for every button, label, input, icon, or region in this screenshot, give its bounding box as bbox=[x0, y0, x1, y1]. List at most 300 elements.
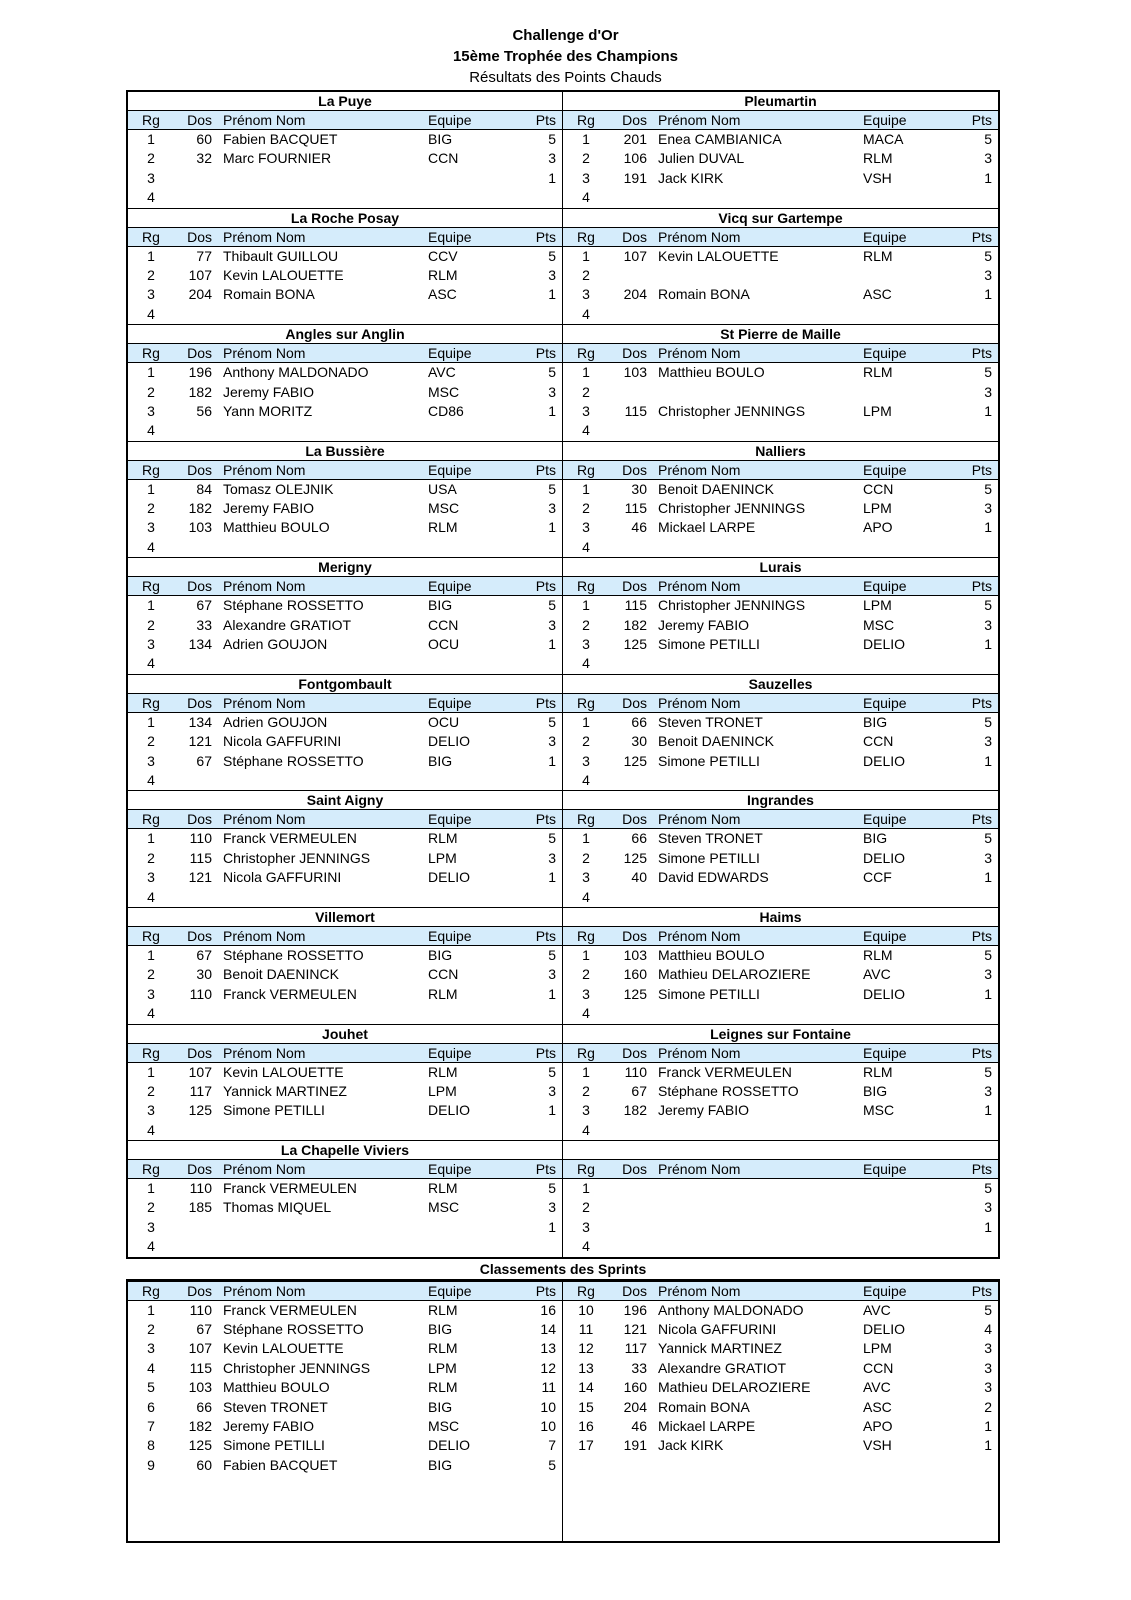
cell-dos: 182 bbox=[188, 500, 212, 517]
cell-pts: 3 bbox=[548, 266, 556, 283]
table-row bbox=[563, 713, 998, 732]
cell-name bbox=[218, 1004, 428, 1023]
cell-dos bbox=[609, 305, 653, 324]
header-dos: Dos bbox=[187, 1161, 212, 1178]
cell-equipe: DELIO bbox=[428, 733, 471, 750]
section-title: Résultats des Points Chauds bbox=[469, 69, 662, 86]
cell-name: Jeremy FABIO bbox=[658, 616, 750, 633]
cell-pts: 1 bbox=[984, 1417, 992, 1434]
cell-rg: 3 bbox=[147, 402, 155, 419]
hot-spot-block bbox=[128, 557, 562, 674]
table-row bbox=[128, 1179, 562, 1198]
cell-rg: 3 bbox=[147, 286, 155, 303]
cell-rg: 2 bbox=[582, 383, 590, 400]
table-row bbox=[128, 1320, 562, 1339]
header-equipe: Equipe bbox=[428, 345, 472, 362]
cell-pts: 5 bbox=[984, 597, 992, 614]
header-equipe: Equipe bbox=[428, 1044, 472, 1061]
cell-equipe: USA bbox=[428, 480, 457, 497]
hot-spot-place: Nalliers bbox=[755, 442, 806, 459]
cell-equipe: LPM bbox=[863, 500, 892, 517]
header-name: Prénom Nom bbox=[223, 345, 306, 362]
sprints-table bbox=[126, 1279, 1000, 1543]
table-row bbox=[128, 169, 562, 188]
cell-rg: 1 bbox=[582, 1180, 590, 1197]
cell-pts: 1 bbox=[984, 286, 992, 303]
table-row bbox=[563, 169, 998, 188]
cell-pts: 3 bbox=[548, 966, 556, 983]
table-row bbox=[563, 1082, 998, 1101]
table-row bbox=[563, 1378, 998, 1397]
header-dos: Dos bbox=[622, 1161, 647, 1178]
header-rg: Rg bbox=[142, 1044, 160, 1061]
cell-name: Franck VERMEULEN bbox=[658, 1063, 792, 1080]
cell-dos bbox=[174, 1237, 218, 1256]
cell-dos: 117 bbox=[624, 1340, 647, 1357]
cell-pts: 1 bbox=[548, 1218, 556, 1235]
cell-equipe: ASC bbox=[863, 1398, 892, 1415]
cell-dos bbox=[174, 421, 218, 440]
header-equipe: Equipe bbox=[863, 345, 907, 362]
cell-rg: 2 bbox=[147, 1082, 155, 1099]
cell-name: Stéphane ROSSETTO bbox=[223, 597, 364, 614]
cell-equipe: ASC bbox=[863, 286, 892, 303]
cell-pts: 13 bbox=[540, 1340, 556, 1357]
cell-rg: 3 bbox=[582, 985, 590, 1002]
header-dos: Dos bbox=[622, 1044, 647, 1061]
header-name: Prénom Nom bbox=[658, 228, 741, 245]
cell-name bbox=[653, 1237, 863, 1256]
column-header-row bbox=[128, 343, 562, 363]
table-row bbox=[128, 266, 562, 285]
table-row bbox=[128, 965, 562, 984]
cell-pts: 1 bbox=[548, 519, 556, 536]
cell-name: Benoit DAENINCK bbox=[658, 733, 774, 750]
table-row bbox=[128, 1063, 562, 1082]
hot-spot-block bbox=[128, 907, 562, 1024]
cell-rg: 2 bbox=[582, 733, 590, 750]
table-row bbox=[563, 1179, 998, 1198]
cell-rg: 14 bbox=[578, 1379, 594, 1396]
header-name: Prénom Nom bbox=[223, 228, 306, 245]
cell-rg: 2 bbox=[147, 966, 155, 983]
hot-spot-block bbox=[563, 92, 998, 208]
cell-equipe: VSH bbox=[863, 169, 892, 186]
hot-spot-place: La Puye bbox=[318, 93, 372, 109]
cell-equipe: LPM bbox=[863, 597, 892, 614]
cell-pts: 3 bbox=[548, 733, 556, 750]
cell-pts: 1 bbox=[548, 752, 556, 769]
cell-rg: 11 bbox=[578, 1321, 594, 1338]
cell-pts: 4 bbox=[984, 1321, 992, 1338]
cell-dos bbox=[609, 1218, 653, 1237]
header-dos: Dos bbox=[622, 811, 647, 828]
cell-equipe: AVC bbox=[863, 1379, 891, 1396]
cell-name: Stéphane ROSSETTO bbox=[223, 946, 364, 963]
cell-pts: 5 bbox=[548, 713, 556, 730]
cell-pts: 1 bbox=[984, 985, 992, 1002]
cell-rg: 1 bbox=[582, 480, 590, 497]
table-row bbox=[563, 518, 998, 537]
cell-pts: 5 bbox=[548, 1180, 556, 1197]
cell-equipe bbox=[428, 169, 528, 188]
cell-pts: 2 bbox=[984, 1398, 992, 1415]
cell-rg: 9 bbox=[147, 1456, 155, 1473]
cell-dos: 125 bbox=[623, 752, 647, 769]
cell-equipe: BIG bbox=[863, 713, 888, 730]
header-dos: Dos bbox=[187, 228, 212, 245]
cell-name bbox=[653, 188, 863, 207]
cell-dos: 204 bbox=[623, 1398, 647, 1415]
table-row bbox=[128, 130, 562, 149]
cell-name: Franck VERMEULEN bbox=[223, 1180, 357, 1197]
cell-rg: 3 bbox=[582, 869, 590, 886]
cell-rg: 2 bbox=[147, 1321, 155, 1338]
table-row bbox=[563, 1198, 998, 1217]
table-row bbox=[128, 1237, 562, 1256]
cell-equipe: APO bbox=[863, 1417, 893, 1434]
header-pts: Pts bbox=[971, 112, 992, 128]
document-title: Challenge d'Or bbox=[512, 27, 619, 44]
cell-equipe: RLM bbox=[428, 1379, 458, 1396]
cell-pts: 3 bbox=[984, 1340, 992, 1357]
cell-dos: 185 bbox=[188, 1199, 212, 1216]
cell-name: Franck VERMEULEN bbox=[223, 985, 357, 1002]
cell-name: Jeremy FABIO bbox=[223, 1417, 315, 1434]
cell-pts: 12 bbox=[540, 1359, 556, 1376]
cell-pts: 1 bbox=[984, 169, 992, 186]
cell-name bbox=[653, 383, 863, 402]
header-pts: Pts bbox=[971, 345, 992, 362]
table-row bbox=[563, 654, 998, 673]
table-row bbox=[128, 149, 562, 168]
cell-name: Yannick MARTINEZ bbox=[658, 1340, 782, 1357]
table-row bbox=[563, 130, 998, 149]
table-row bbox=[563, 1218, 998, 1237]
cell-name: Romain BONA bbox=[223, 286, 315, 303]
cell-pts: 3 bbox=[548, 500, 556, 517]
cell-equipe bbox=[428, 305, 528, 324]
cell-dos: 103 bbox=[623, 946, 647, 963]
cell-rg: 3 bbox=[147, 519, 155, 536]
header-name: Prénom Nom bbox=[658, 694, 741, 711]
table-row bbox=[563, 752, 998, 771]
column-header-row bbox=[128, 809, 562, 829]
cell-name: Fabien BACQUET bbox=[223, 1456, 338, 1473]
cell-dos: 125 bbox=[188, 1102, 212, 1119]
hot-spot-block bbox=[563, 557, 998, 674]
header-dos: Dos bbox=[622, 461, 647, 478]
document-subtitle: 15ème Trophée des Champions bbox=[452, 48, 679, 65]
cell-equipe: CCN bbox=[863, 733, 894, 750]
cell-dos bbox=[174, 305, 218, 324]
hot-spot-place: Fontgombault bbox=[298, 675, 392, 692]
hot-spot-place: Sauzelles bbox=[748, 675, 813, 692]
cell-rg: 7 bbox=[147, 1417, 155, 1434]
header-pts: Pts bbox=[971, 811, 992, 828]
hot-spot-place: Angles sur Anglin bbox=[285, 326, 405, 343]
table-row bbox=[128, 616, 562, 635]
header-name: Prénom Nom bbox=[223, 927, 306, 944]
cell-rg: 4 bbox=[147, 1359, 155, 1376]
cell-rg: 3 bbox=[147, 985, 155, 1002]
cell-equipe: BIG bbox=[428, 1398, 453, 1415]
cell-equipe bbox=[863, 188, 963, 207]
cell-equipe: DELIO bbox=[428, 1102, 471, 1119]
header-name: Prénom Nom bbox=[223, 1161, 306, 1178]
cell-rg: 4 bbox=[582, 1238, 590, 1255]
column-header-row bbox=[563, 926, 998, 946]
hot-spot-block bbox=[563, 1140, 998, 1257]
cell-dos: 84 bbox=[196, 480, 212, 497]
cell-equipe: RLM bbox=[428, 830, 458, 847]
cell-rg: 2 bbox=[147, 733, 155, 750]
cell-rg: 3 bbox=[147, 752, 155, 769]
cell-name: Alexandre GRATIOT bbox=[223, 616, 352, 633]
cell-pts: 1 bbox=[548, 636, 556, 653]
cell-pts bbox=[963, 654, 998, 673]
cell-dos: 121 bbox=[188, 733, 212, 750]
cell-equipe: MSC bbox=[428, 1199, 460, 1216]
header-pts: Pts bbox=[535, 461, 556, 478]
cell-name: Mathieu DELAROZIERE bbox=[658, 1379, 811, 1396]
cell-pts bbox=[528, 421, 562, 440]
header-name: Prénom Nom bbox=[658, 1044, 741, 1061]
cell-rg: 2 bbox=[147, 500, 155, 517]
cell-name: Jeremy FABIO bbox=[658, 1102, 750, 1119]
table-row bbox=[563, 616, 998, 635]
header-name: Prénom Nom bbox=[223, 461, 306, 478]
header-rg: Rg bbox=[577, 578, 595, 595]
cell-dos: 110 bbox=[189, 985, 212, 1002]
cell-rg: 10 bbox=[578, 1301, 594, 1318]
cell-pts: 5 bbox=[548, 1456, 556, 1473]
header-dos: Dos bbox=[187, 578, 212, 595]
cell-name bbox=[218, 1121, 428, 1140]
cell-dos: 115 bbox=[189, 849, 212, 866]
table-row bbox=[128, 888, 562, 907]
cell-name bbox=[653, 1121, 863, 1140]
header-rg: Rg bbox=[577, 228, 595, 245]
table-row bbox=[128, 1417, 562, 1436]
hot-spot-block bbox=[128, 790, 562, 907]
cell-rg: 16 bbox=[578, 1417, 594, 1434]
cell-rg: 4 bbox=[582, 771, 590, 788]
cell-name: Simone PETILLI bbox=[223, 1437, 325, 1454]
header-pts: Pts bbox=[535, 694, 556, 711]
cell-rg: 2 bbox=[147, 1199, 155, 1216]
cell-equipe: DELIO bbox=[863, 752, 906, 769]
cell-dos bbox=[609, 421, 653, 440]
cell-equipe: BIG bbox=[428, 752, 453, 769]
cell-rg: 2 bbox=[147, 616, 155, 633]
cell-name bbox=[653, 305, 863, 324]
cell-equipe bbox=[863, 1004, 963, 1023]
cell-pts: 1 bbox=[548, 1102, 556, 1119]
cell-pts: 5 bbox=[548, 830, 556, 847]
cell-rg: 4 bbox=[147, 538, 155, 555]
cell-dos: 110 bbox=[189, 1301, 212, 1318]
cell-pts: 5 bbox=[984, 364, 992, 381]
table-row bbox=[128, 499, 562, 518]
cell-dos: 196 bbox=[623, 1301, 647, 1318]
cell-name: Simone PETILLI bbox=[658, 849, 760, 866]
cell-equipe: BIG bbox=[428, 597, 453, 614]
cell-pts: 3 bbox=[984, 616, 992, 633]
cell-pts: 5 bbox=[984, 131, 992, 147]
header-name: Prénom Nom bbox=[658, 578, 741, 595]
table-row bbox=[563, 1417, 998, 1436]
cell-pts: 1 bbox=[548, 169, 556, 186]
header-equipe: Equipe bbox=[863, 1044, 907, 1061]
hot-spot-block bbox=[563, 1024, 998, 1141]
cell-equipe: RLM bbox=[428, 1340, 458, 1357]
cell-pts: 1 bbox=[984, 402, 992, 419]
cell-dos: 201 bbox=[623, 131, 647, 147]
results-content bbox=[126, 90, 1000, 1543]
cell-name bbox=[653, 888, 863, 907]
table-row bbox=[563, 538, 998, 557]
header-name: Prénom Nom bbox=[223, 694, 306, 711]
cell-dos bbox=[609, 1198, 653, 1217]
table-row bbox=[128, 1004, 562, 1023]
cell-equipe bbox=[863, 305, 963, 324]
cell-name bbox=[653, 1179, 863, 1198]
cell-dos: 115 bbox=[624, 500, 647, 517]
header-equipe: Equipe bbox=[428, 112, 472, 128]
cell-name bbox=[218, 654, 428, 673]
cell-pts: 3 bbox=[548, 383, 556, 400]
cell-name: Anthony MALDONADO bbox=[223, 364, 369, 381]
table-row bbox=[563, 1398, 998, 1417]
cell-pts: 16 bbox=[540, 1301, 556, 1318]
column-header-row bbox=[563, 809, 998, 829]
table-row bbox=[128, 518, 562, 537]
column-header-row bbox=[128, 1043, 562, 1063]
cell-pts: 10 bbox=[540, 1398, 556, 1415]
header-equipe: Equipe bbox=[863, 112, 907, 128]
cell-equipe: BIG bbox=[428, 131, 453, 147]
header-name: Prénom Nom bbox=[658, 461, 741, 478]
header-dos: Dos bbox=[622, 694, 647, 711]
cell-rg: 1 bbox=[147, 830, 155, 847]
table-row bbox=[563, 1063, 998, 1082]
cell-name: Matthieu BOULO bbox=[223, 1379, 330, 1396]
cell-equipe: RLM bbox=[863, 1063, 893, 1080]
cell-rg: 2 bbox=[147, 150, 155, 167]
column-header-row bbox=[563, 576, 998, 596]
sprints-grid bbox=[128, 1281, 998, 1541]
cell-equipe bbox=[863, 888, 963, 907]
cell-rg: 1 bbox=[147, 480, 155, 497]
cell-name: Jeremy FABIO bbox=[223, 500, 315, 517]
cell-equipe: CCN bbox=[428, 966, 459, 983]
hot-spot-block bbox=[128, 92, 562, 208]
cell-rg: 2 bbox=[582, 966, 590, 983]
cell-dos bbox=[609, 1237, 653, 1256]
header-pts: Pts bbox=[535, 578, 556, 595]
cell-rg: 3 bbox=[582, 286, 590, 303]
cell-pts: 1 bbox=[548, 985, 556, 1002]
table-row bbox=[128, 654, 562, 673]
cell-name: Steven TRONET bbox=[223, 1398, 328, 1415]
table-row bbox=[563, 1004, 998, 1023]
cell-pts bbox=[963, 888, 998, 907]
cell-name: Matthieu BOULO bbox=[658, 364, 765, 381]
cell-dos: 134 bbox=[188, 713, 212, 730]
cell-rg: 1 bbox=[582, 247, 590, 264]
cell-name: Christopher JENNINGS bbox=[658, 500, 806, 517]
cell-equipe: RLM bbox=[428, 985, 458, 1002]
column-header-row bbox=[128, 926, 562, 946]
cell-rg: 4 bbox=[582, 1121, 590, 1138]
cell-equipe: LPM bbox=[428, 1082, 457, 1099]
hot-spot-place: La Bussière bbox=[305, 442, 385, 459]
header-pts: Pts bbox=[535, 1161, 556, 1178]
cell-dos: 115 bbox=[624, 402, 647, 419]
cell-pts: 3 bbox=[984, 150, 992, 167]
header-name: Prénom Nom bbox=[658, 927, 741, 944]
table-row bbox=[128, 829, 562, 848]
cell-rg: 3 bbox=[582, 169, 590, 186]
cell-name: Thibault GUILLOU bbox=[223, 247, 339, 264]
cell-name: Steven TRONET bbox=[658, 713, 763, 730]
cell-dos: 60 bbox=[196, 1456, 212, 1473]
table-row bbox=[563, 266, 998, 285]
cell-name: Kevin LALOUETTE bbox=[658, 247, 779, 264]
table-row bbox=[128, 1082, 562, 1101]
cell-pts bbox=[528, 1004, 562, 1023]
cell-rg: 6 bbox=[147, 1398, 155, 1415]
cell-equipe: BIG bbox=[428, 1456, 453, 1473]
cell-pts bbox=[528, 771, 562, 790]
cell-equipe: MSC bbox=[428, 1417, 460, 1434]
hot-spot-place: St Pierre de Maille bbox=[720, 326, 841, 343]
cell-dos: 60 bbox=[196, 131, 212, 147]
cell-rg: 4 bbox=[582, 1005, 590, 1022]
table-row bbox=[563, 285, 998, 304]
cell-dos bbox=[609, 771, 653, 790]
table-row bbox=[563, 363, 998, 382]
header-pts: Pts bbox=[535, 112, 556, 128]
header-name: Prénom Nom bbox=[658, 1161, 741, 1178]
table-row bbox=[128, 849, 562, 868]
cell-rg: 1 bbox=[582, 597, 590, 614]
cell-name: Matthieu BOULO bbox=[223, 519, 330, 536]
cell-dos: 66 bbox=[196, 1398, 212, 1415]
cell-dos: 110 bbox=[624, 1063, 647, 1080]
cell-pts: 14 bbox=[540, 1321, 556, 1338]
header-dos: Dos bbox=[622, 578, 647, 595]
cell-rg: 2 bbox=[582, 1082, 590, 1099]
cell-equipe: CCN bbox=[863, 480, 894, 497]
cell-pts: 5 bbox=[984, 713, 992, 730]
cell-pts: 1 bbox=[984, 636, 992, 653]
cell-name bbox=[653, 771, 863, 790]
cell-name bbox=[653, 654, 863, 673]
cell-dos: 191 bbox=[623, 169, 647, 186]
header-dos: Dos bbox=[187, 927, 212, 944]
table-row bbox=[563, 732, 998, 751]
cell-dos: 134 bbox=[188, 636, 212, 653]
cell-name: Matthieu BOULO bbox=[658, 946, 765, 963]
cell-dos bbox=[609, 1004, 653, 1023]
header-equipe: Equipe bbox=[428, 1282, 472, 1299]
header-rg: Rg bbox=[142, 112, 160, 128]
cell-equipe: LPM bbox=[863, 1340, 892, 1357]
cell-equipe bbox=[863, 1218, 963, 1237]
cell-pts: 1 bbox=[984, 519, 992, 536]
